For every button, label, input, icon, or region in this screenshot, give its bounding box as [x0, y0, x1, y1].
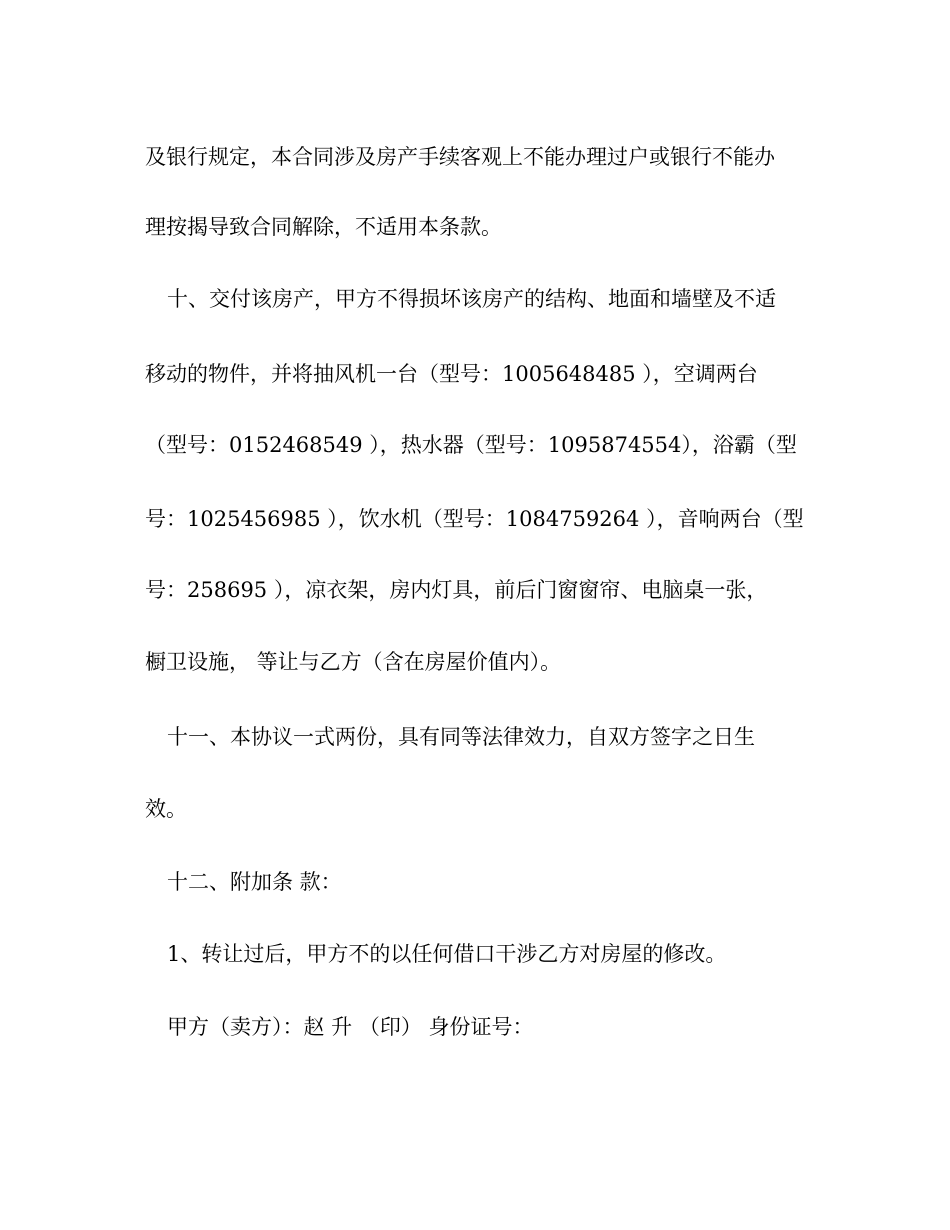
text-line: 号：1025456985 ），饮水机（型号：1084759264 ），音响两台（型 — [145, 507, 804, 531]
text-line: 移动的物件，并将抽风机一台（型号：1005648485 ），空调两台 — [145, 362, 758, 386]
text-line: 理按揭导致合同解除，不适用本条款。 — [145, 215, 502, 239]
additional-term-1-line: 1、转让过后，甲方不的以任何借口干涉乙方对房屋的修改。 — [167, 942, 727, 966]
text-line: 及银行规定，本合同涉及房产手续客观上不能办理过户或银行不能办 — [145, 145, 775, 169]
clause-10-heading-line: 十、交付该房产，甲方不得损坏该房产的结构、地面和墙壁及不适 — [167, 287, 776, 311]
text-line: 号：258695 ），凉衣架，房内灯具，前后门窗窗帘、电脑桌一张， — [145, 578, 768, 602]
party-a-signature-line: 甲方（卖方）：赵 升 （印） 身份证号： — [167, 1015, 534, 1039]
text-line: 橱卫设施， 等让与乙方（含在房屋价值内）。 — [145, 650, 562, 674]
text-line: （型号：0152468549 ），热水器（型号：1095874554），浴霸（型 — [145, 433, 797, 457]
text-line: 效。 — [145, 797, 187, 821]
clause-12-heading-line: 十二、附加条 款： — [167, 870, 342, 894]
clause-11-heading-line: 十一、本协议一式两份，具有同等法律效力，自双方签字之日生 — [167, 725, 755, 749]
